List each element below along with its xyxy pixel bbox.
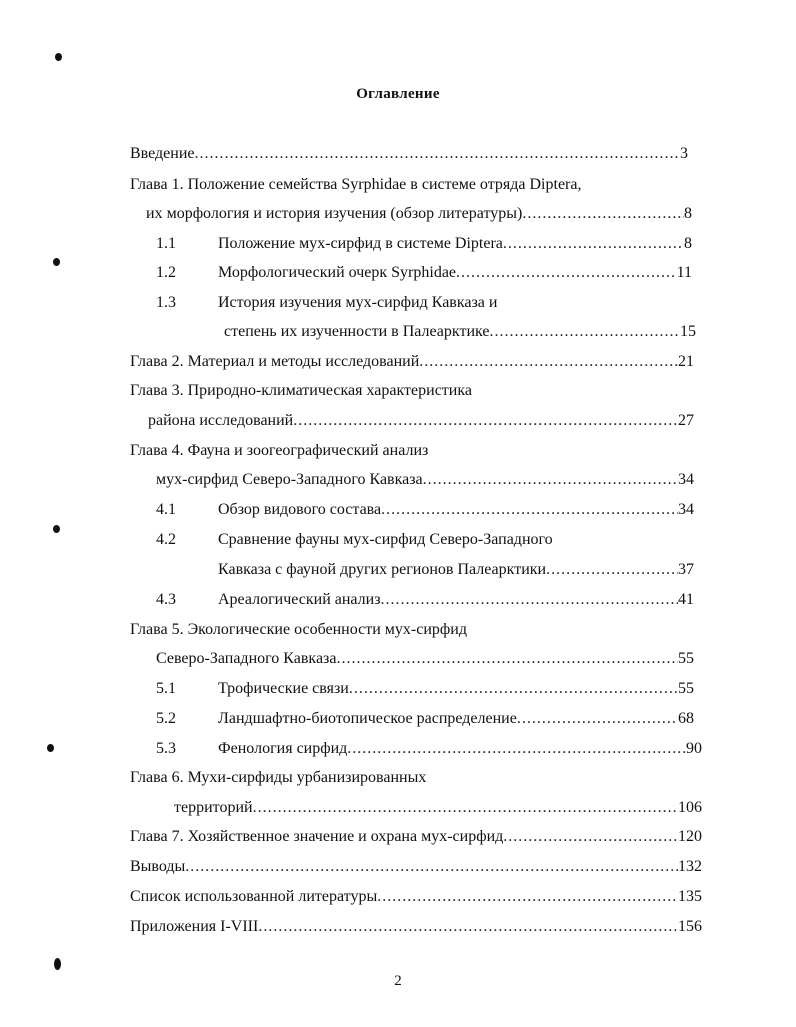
section-number: 1.2: [156, 264, 176, 281]
page-number: 2: [394, 973, 402, 989]
toc-chapter-1-title[interactable]: Глава 1. Положение семейства Syrphidae в системе отряда Diptera,: [130, 176, 582, 193]
toc-appendix[interactable]: [130, 916, 702, 938]
toc-section-4-1[interactable]: [218, 499, 694, 521]
toc-entry-text: Трофические связи: [218, 680, 349, 697]
punch-mark: [55, 53, 62, 61]
toc-entry-page: 3: [680, 145, 688, 162]
toc-entry-intro[interactable]: [130, 143, 688, 165]
toc-entry-page: 8: [684, 235, 692, 252]
toc-chapter-6-title[interactable]: Глава 6. Мухи-сирфиды урбанизированных: [130, 769, 427, 786]
toc-entry-text: мух-сирфид Северо-Западного Кавказа: [156, 471, 423, 488]
toc-entry-text: Фенология сирфид: [218, 740, 348, 757]
leader-dots: [503, 826, 678, 848]
leader-dots: [293, 410, 678, 432]
toc-chapter-1[interactable]: [146, 203, 692, 225]
toc-entry-text: Ареалогический анализ: [218, 591, 381, 608]
toc-entry-text: степень их изученности в Палеарктике: [224, 323, 490, 340]
leader-dots: [347, 738, 686, 760]
toc-section-4-2-title[interactable]: Сравнение фауны мух-сирфид Северо-Западного: [218, 531, 553, 548]
toc-entry-text: Глава 2. Материал и методы исследований: [130, 353, 420, 370]
toc-section-5-2[interactable]: [218, 708, 694, 730]
toc-entry-text: Обзор видового состава: [218, 501, 382, 518]
toc-entry-page: 55: [678, 650, 694, 667]
toc-entry-page: 90: [686, 740, 702, 757]
toc-chapter-2[interactable]: [130, 351, 694, 373]
toc-chapter-4-title[interactable]: Глава 4. Фауна и зоогеографический анализ: [130, 442, 429, 459]
page-title: Оглавление: [356, 86, 440, 102]
toc-entry-page: 156: [678, 918, 702, 935]
toc-section-4-2[interactable]: [218, 559, 694, 581]
toc-entry-page: 11: [676, 264, 692, 281]
toc-chapter-6[interactable]: [174, 797, 702, 819]
toc-section-1-1[interactable]: [218, 233, 692, 255]
toc-chapter-3-title[interactable]: Глава 3. Природно-климатическая характеристика: [130, 382, 472, 399]
toc-chapter-5[interactable]: [156, 648, 694, 670]
leader-dots: [381, 499, 678, 521]
toc-entry-text: Введение: [130, 145, 195, 162]
toc-entry-page: 34: [678, 501, 694, 518]
toc-entry-page: 21: [678, 353, 694, 370]
leader-dots: [185, 856, 678, 878]
leader-dots: [489, 321, 680, 343]
toc-entry-text: их морфология и история изучения (обзор литературы): [146, 205, 523, 222]
leader-dots: [503, 233, 684, 255]
toc-entry-text: Кавказа с фауной других регионов Палеарктики: [218, 561, 547, 578]
section-number: 4.3: [156, 591, 176, 608]
toc-section-5-1[interactable]: [218, 678, 694, 700]
leader-dots: [517, 708, 678, 730]
toc-entry-text: района исследований: [148, 412, 294, 429]
leader-dots: [419, 351, 678, 373]
leader-dots: [195, 143, 681, 165]
leader-dots: [377, 886, 678, 908]
leader-dots: [522, 203, 684, 225]
toc-entry-page: 27: [678, 412, 694, 429]
toc-entry-page: 106: [678, 799, 702, 816]
toc-entry-page: 8: [684, 205, 692, 222]
leader-dots: [258, 916, 678, 938]
toc-entry-page: 68: [678, 710, 694, 727]
punch-mark: [54, 958, 61, 970]
leader-dots: [423, 469, 678, 491]
toc-section-1-3-title[interactable]: История изучения мух-сирфид Кавказа и: [218, 294, 498, 311]
toc-section-1-2[interactable]: [218, 262, 692, 284]
toc-references[interactable]: [130, 886, 702, 908]
toc-entry-text: Морфологический очерк Syrphidae: [218, 264, 457, 281]
toc-entry-page: 120: [678, 828, 702, 845]
toc-section-5-3[interactable]: [218, 738, 702, 760]
toc-entry-text: Ландшафтно-биотопическое распределение: [218, 710, 517, 727]
section-number: 4.2: [156, 531, 176, 548]
punch-mark: [53, 258, 60, 266]
leader-dots: [381, 589, 678, 611]
toc-entry-text: Выводы: [130, 858, 186, 875]
toc-entry-page: 41: [678, 591, 694, 608]
toc-chapter-4[interactable]: [156, 469, 694, 491]
leader-dots: [253, 797, 678, 819]
section-number: 4.1: [156, 501, 176, 518]
leader-dots: [456, 262, 677, 284]
toc-entry-page: 15: [680, 323, 696, 340]
leader-dots: [546, 559, 678, 581]
toc-entry-text: Глава 7. Хозяйственное значение и охрана мух-сирфид: [130, 828, 504, 845]
section-number: 1.3: [156, 294, 176, 311]
punch-mark: [47, 744, 54, 752]
leader-dots: [349, 678, 678, 700]
toc-entry-page: 132: [678, 858, 702, 875]
toc-entry-page: 37: [678, 561, 694, 578]
toc-chapter-3[interactable]: [148, 410, 694, 432]
toc-chapter-5-title[interactable]: Глава 5. Экологические особенности мух-сирфид: [130, 621, 467, 638]
section-number: 5.2: [156, 710, 176, 727]
toc-entry-page: 135: [678, 888, 702, 905]
toc-conclusions[interactable]: [130, 856, 702, 878]
section-number: 5.1: [156, 680, 176, 697]
toc-section-4-3[interactable]: [218, 589, 694, 611]
section-number: 1.1: [156, 235, 176, 252]
toc-entry-text: Положение мух-сирфид в системе Diptera: [218, 235, 503, 252]
toc-entry-text: Приложения I-VIII: [130, 918, 259, 935]
toc-entry-page: 34: [678, 471, 694, 488]
section-number: 5.3: [156, 740, 176, 757]
toc-entry-text: Список использованной литературы: [130, 888, 378, 905]
leader-dots: [336, 648, 678, 670]
toc-entry-text: территорий: [174, 799, 253, 816]
toc-entry-text: Северо-Западного Кавказа: [156, 650, 337, 667]
toc-chapter-7[interactable]: [130, 826, 702, 848]
punch-mark: [53, 525, 60, 533]
toc-entry-page: 55: [678, 680, 694, 697]
toc-section-1-3[interactable]: [224, 321, 696, 343]
